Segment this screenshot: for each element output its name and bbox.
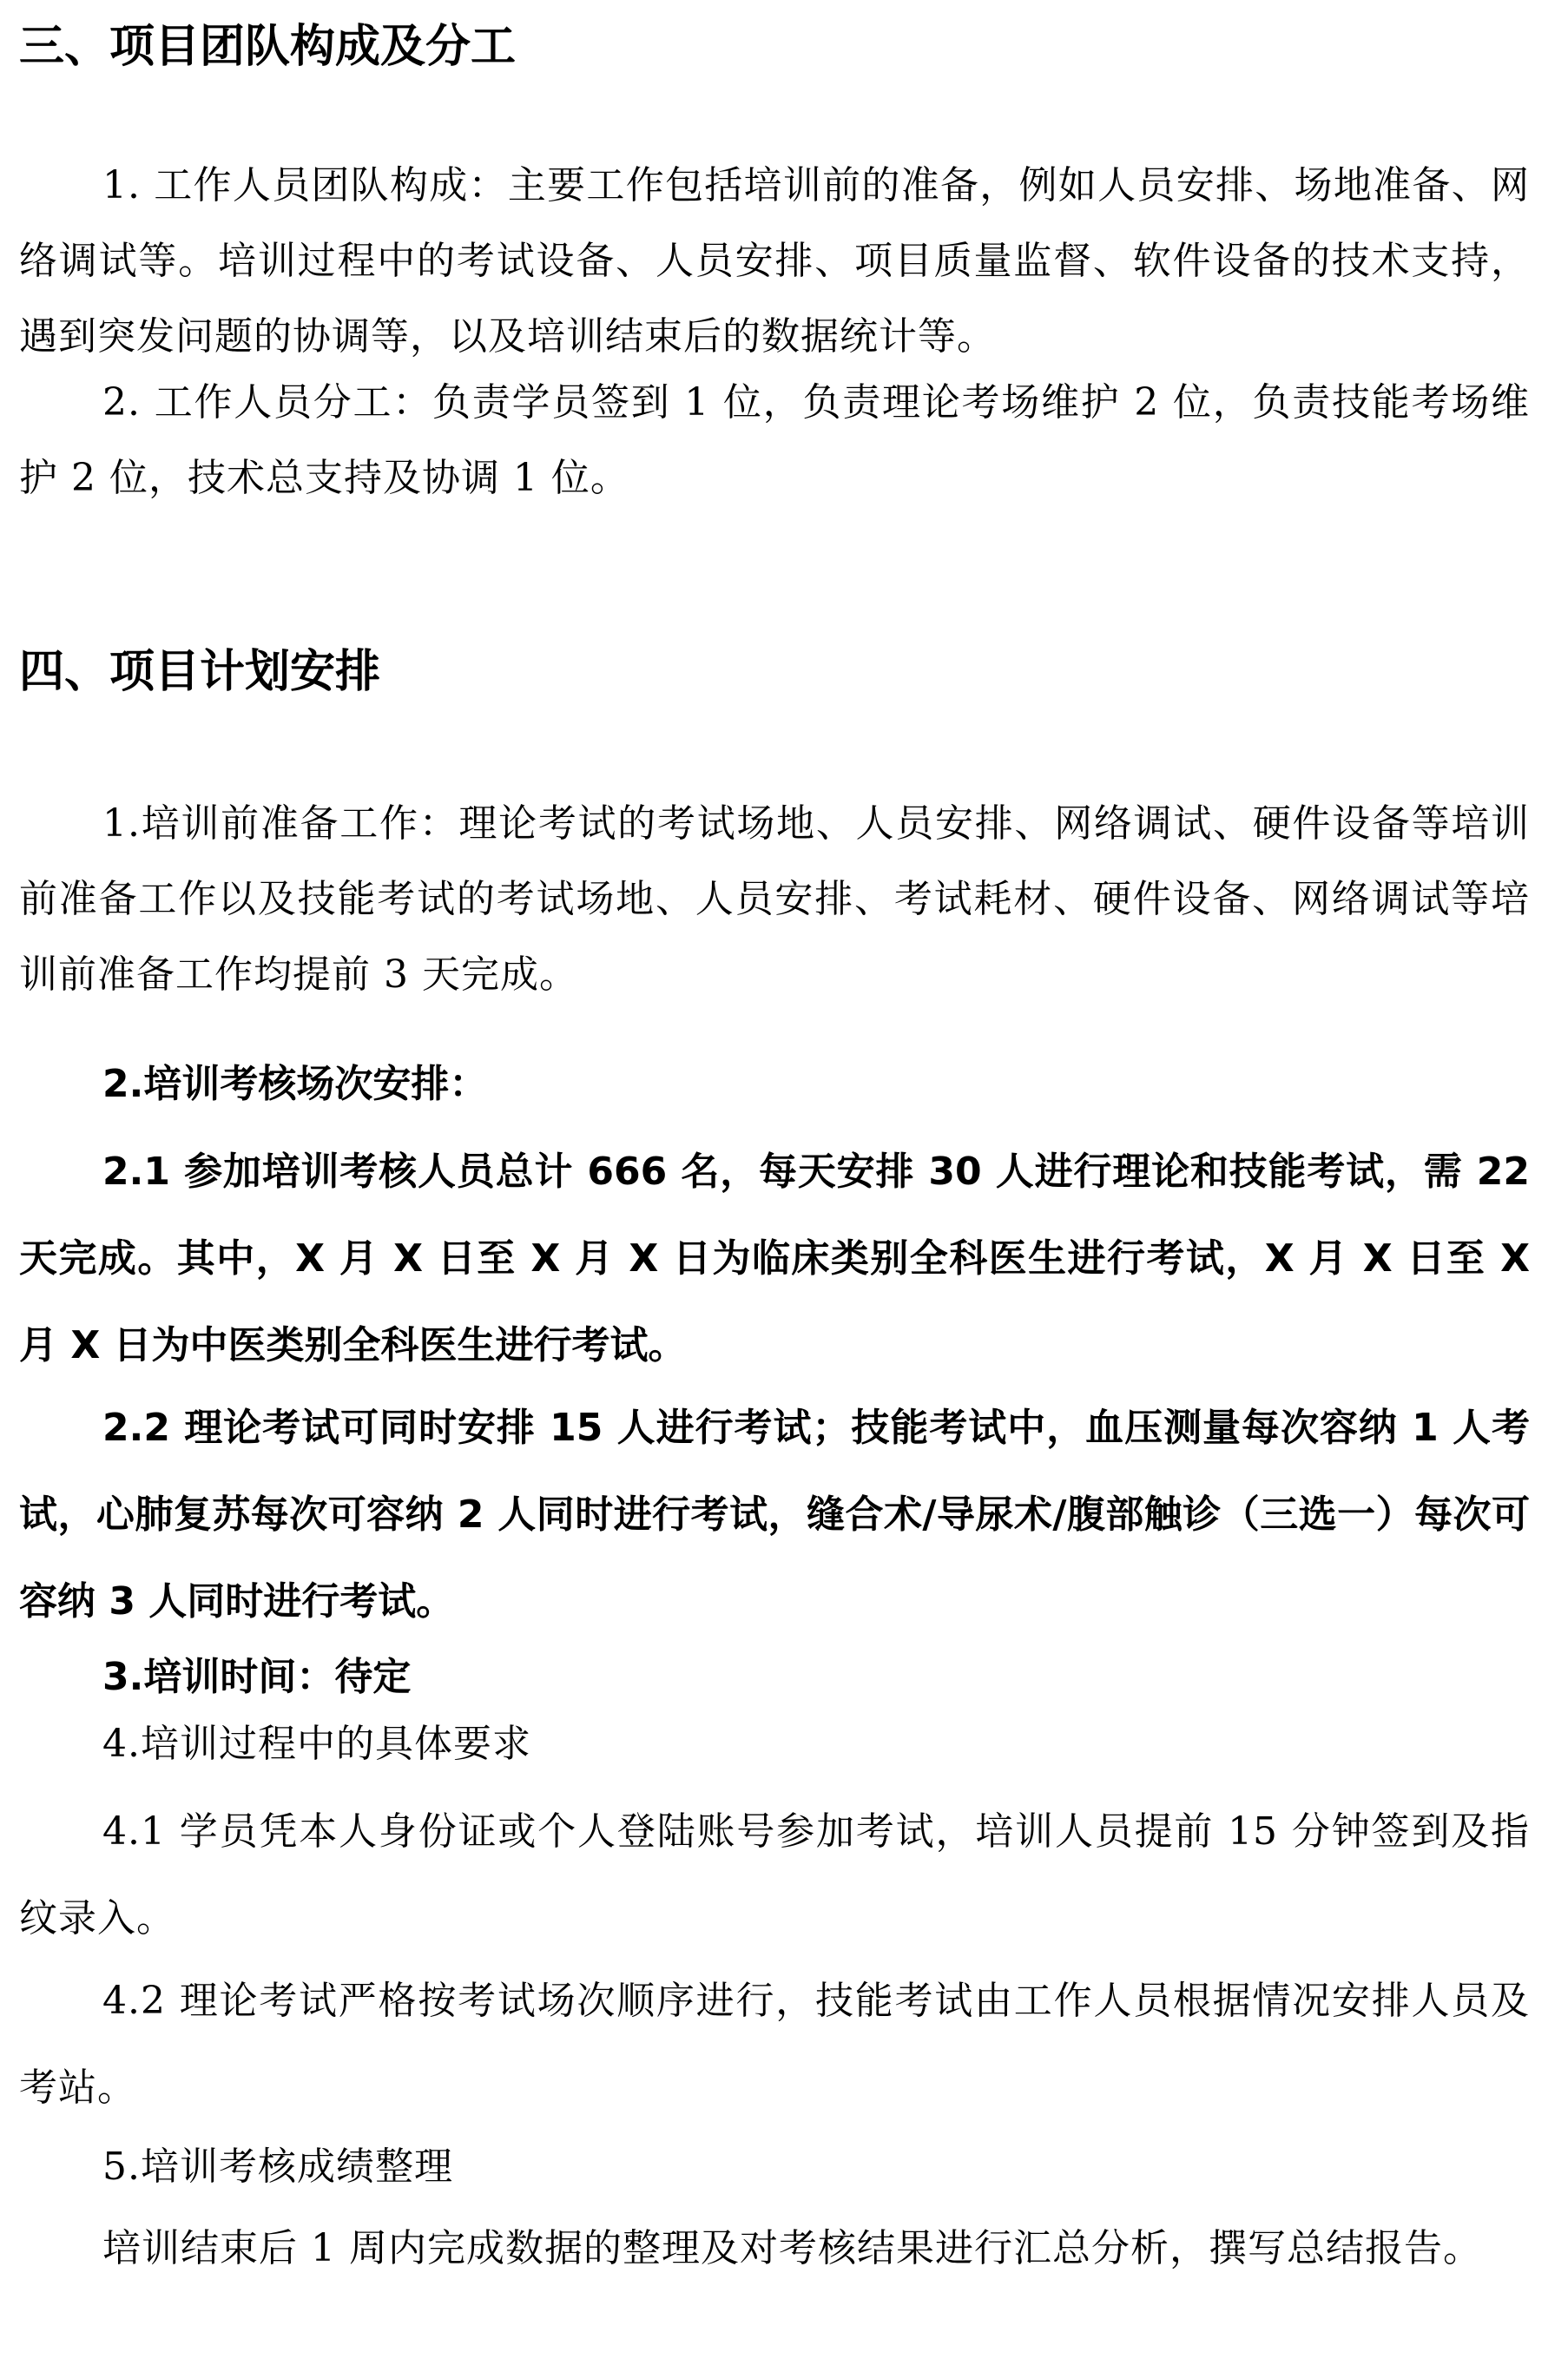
section-4-paragraph-2: 2.培训考核场次安排： bbox=[102, 1062, 488, 1106]
section-4-paragraph-4-1: 4.1 学员凭本人身份证或个人登陆账号参加考试，培训人员提前 15 分钟签到及指纹录入。 bbox=[19, 1809, 1530, 1940]
section-3-paragraph-2: 2. 工作人员分工：负责学员签到 1 位，负责理论考场维护 2 位，负责技能考场维护 2 位，技术总支持及协调 1 位。 bbox=[19, 380, 1530, 500]
section-4-paragraph-5-body: 培训结束后 1 周内完成数据的整理及对考核结果进行汇总分析，撰写总结报告。 bbox=[102, 2226, 1482, 2270]
section-4-paragraph-4-2: 4.2 理论考试严格按考试场次顺序进行，技能考试由工作人员根据情况安排人员及考站。 bbox=[19, 1979, 1530, 2110]
section-4-heading: 四、项目计划安排 bbox=[19, 646, 381, 698]
section-4-paragraph-4: 4.培训过程中的具体要求 bbox=[102, 1722, 531, 1766]
section-4-paragraph-5: 5.培训考核成绩整理 bbox=[102, 2145, 453, 2189]
section-3-heading: 三、项目团队构成及分工 bbox=[19, 21, 517, 73]
section-4-paragraph-2-1: 2.1 参加培训考核人员总计 666 名，每天安排 30 人进行理论和技能考试，需 22 天完成。其中，X 月 X 日至 X 月 X 日为临床类别全科医生进行考试，X 月 X 日至 X 月 X 日为中医类别全科医生进行考试。 bbox=[19, 1150, 1530, 1367]
section-4-paragraph-1: 1.培训前准备工作：理论考试的考试场地、人员安排、网络调试、硬件设备等培训前准备工作以及技能考试的考试场地、人员安排、考试耗材、硬件设备、网络调试等培训前准备工作均提前 3 天完成。 bbox=[19, 801, 1530, 997]
section-4-paragraph-2-2: 2.2 理论考试可同时安排 15 人进行考试；技能考试中，血压测量每次容纳 1 人考试，心肺复苏每次可容纳 2 人同时进行考试，缝合术/导尿术/腹部触诊（三选一）每次可容纳 3 人同时进行考试。 bbox=[19, 1406, 1530, 1624]
section-4-paragraph-3: 3.培训时间：待定 bbox=[102, 1655, 412, 1699]
section-3-paragraph-1: 1. 工作人员团队构成：主要工作包括培训前的准备，例如人员安排、场地准备、网络调试等。培训过程中的考试设备、人员安排、项目质量监督、软件设备的技术支持，遇到突发问题的协调等，以及培训结束后的数据统计等。 bbox=[19, 163, 1530, 359]
